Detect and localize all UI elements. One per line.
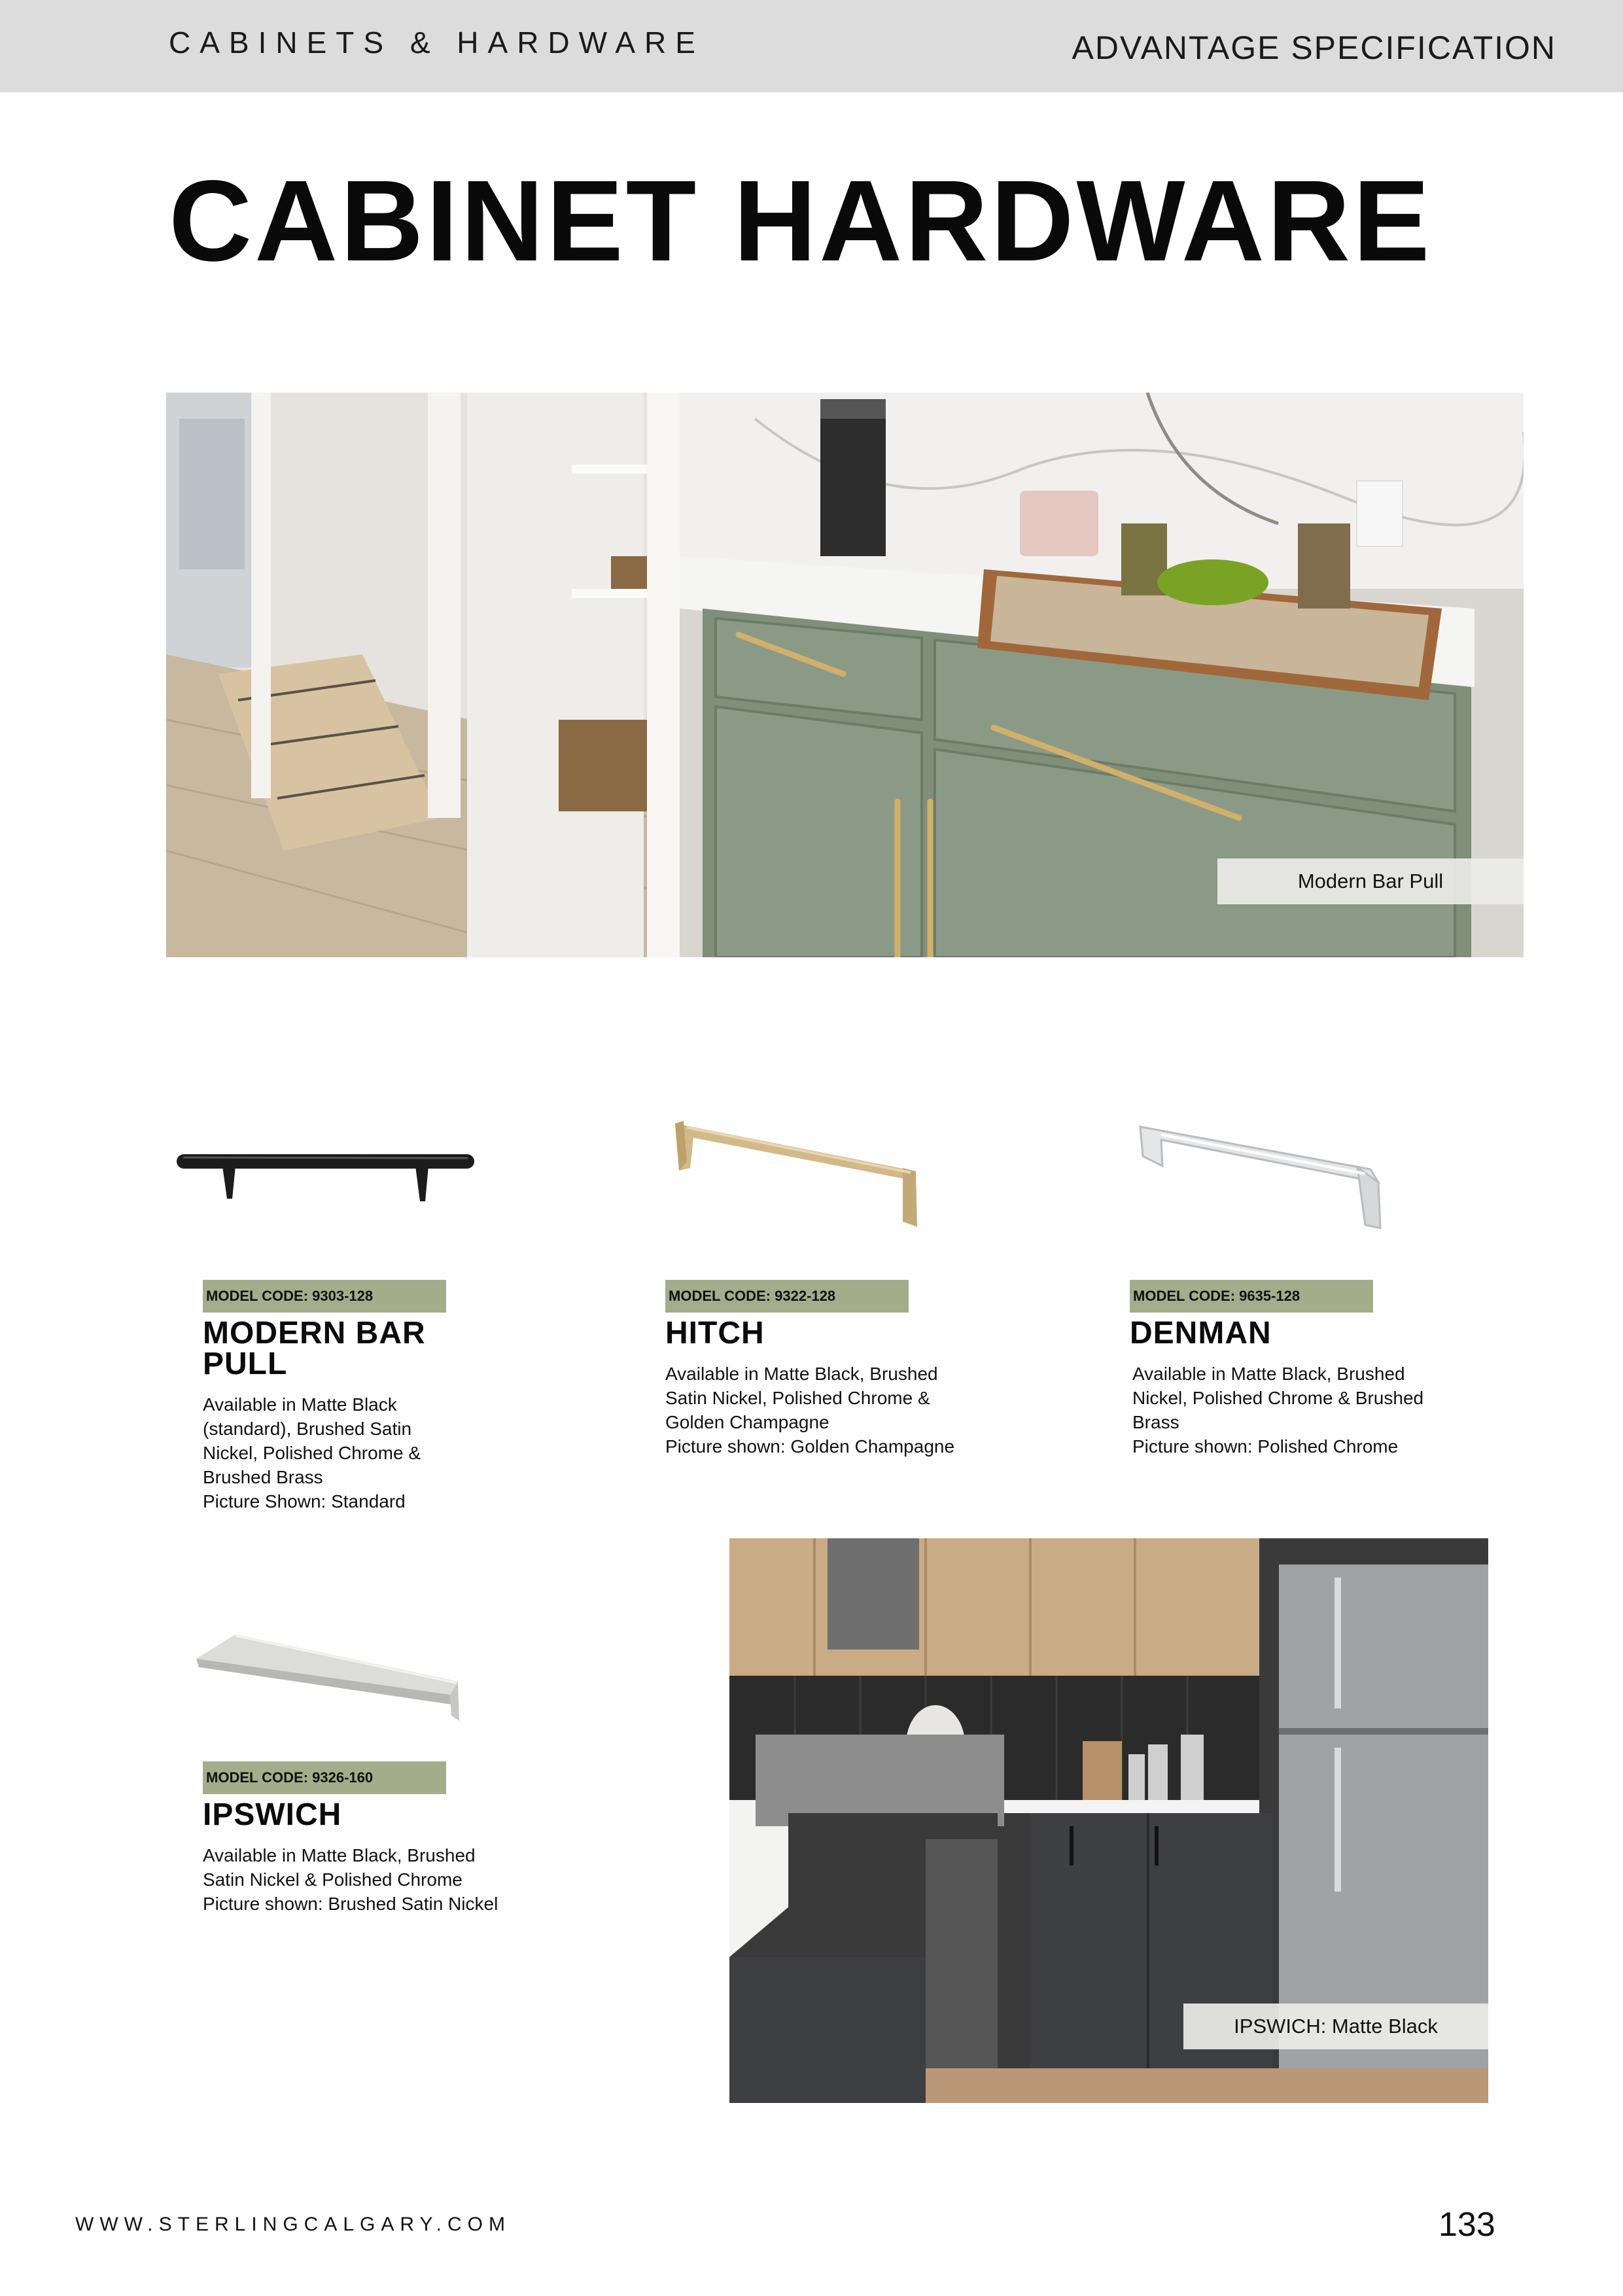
- denman-pull-image: [1135, 1120, 1390, 1238]
- product-name: DENMAN: [1130, 1316, 1272, 1351]
- model-code-tag: MODEL CODE: 9303-128: [203, 1280, 446, 1313]
- product-name: HITCH: [665, 1316, 765, 1351]
- hero-photo: [166, 393, 1524, 957]
- product-description: Available in Matte Black (standard), Brushed Satin Nickel, Polished Chrome & Brushed Brass Picture Shown: Standard: [203, 1394, 421, 1511]
- product-name: MODERN BAR PULL: [203, 1316, 426, 1381]
- product-name: IPSWICH: [203, 1797, 342, 1832]
- website-url[interactable]: WWW.STERLINGCALGARY.COM: [75, 2214, 511, 2235]
- model-code-tag: MODEL CODE: 9326-160: [203, 1761, 446, 1794]
- hitch-pull-image: [667, 1116, 929, 1233]
- section-label: CABINETS & HARDWARE: [169, 26, 705, 60]
- kitchen-photo: [729, 1538, 1488, 2103]
- hero-caption: Modern Bar Pull: [1217, 858, 1524, 904]
- product-description: Available in Matte Black, Brushed Nickel, Polished Chrome & Brushed Brass Picture shown: Polished Chrome: [1132, 1364, 1424, 1457]
- product-description: Available in Matte Black, Brushed Satin Nickel & Polished Chrome Picture shown: Brushed Satin Nickel: [203, 1845, 498, 1914]
- kitchen-caption: IPSWICH: Matte Black: [1183, 2004, 1488, 2049]
- modern-bar-pull-image: [173, 1145, 481, 1210]
- ipswich-pull-image: [190, 1629, 464, 1727]
- model-code-tag: MODEL CODE: 9322-128: [665, 1280, 909, 1313]
- page-title: CABINET HARDWARE: [169, 157, 1433, 285]
- page-number: 133: [1439, 2206, 1495, 2244]
- spec-label: ADVANTAGE SPECIFICATION: [1072, 29, 1556, 66]
- product-description: Available in Matte Black, Brushed Satin Nickel, Polished Chrome & Golden Champagne Picture shown: Golden Champagne: [665, 1364, 955, 1457]
- model-code-tag: MODEL CODE: 9635-128: [1130, 1280, 1373, 1313]
